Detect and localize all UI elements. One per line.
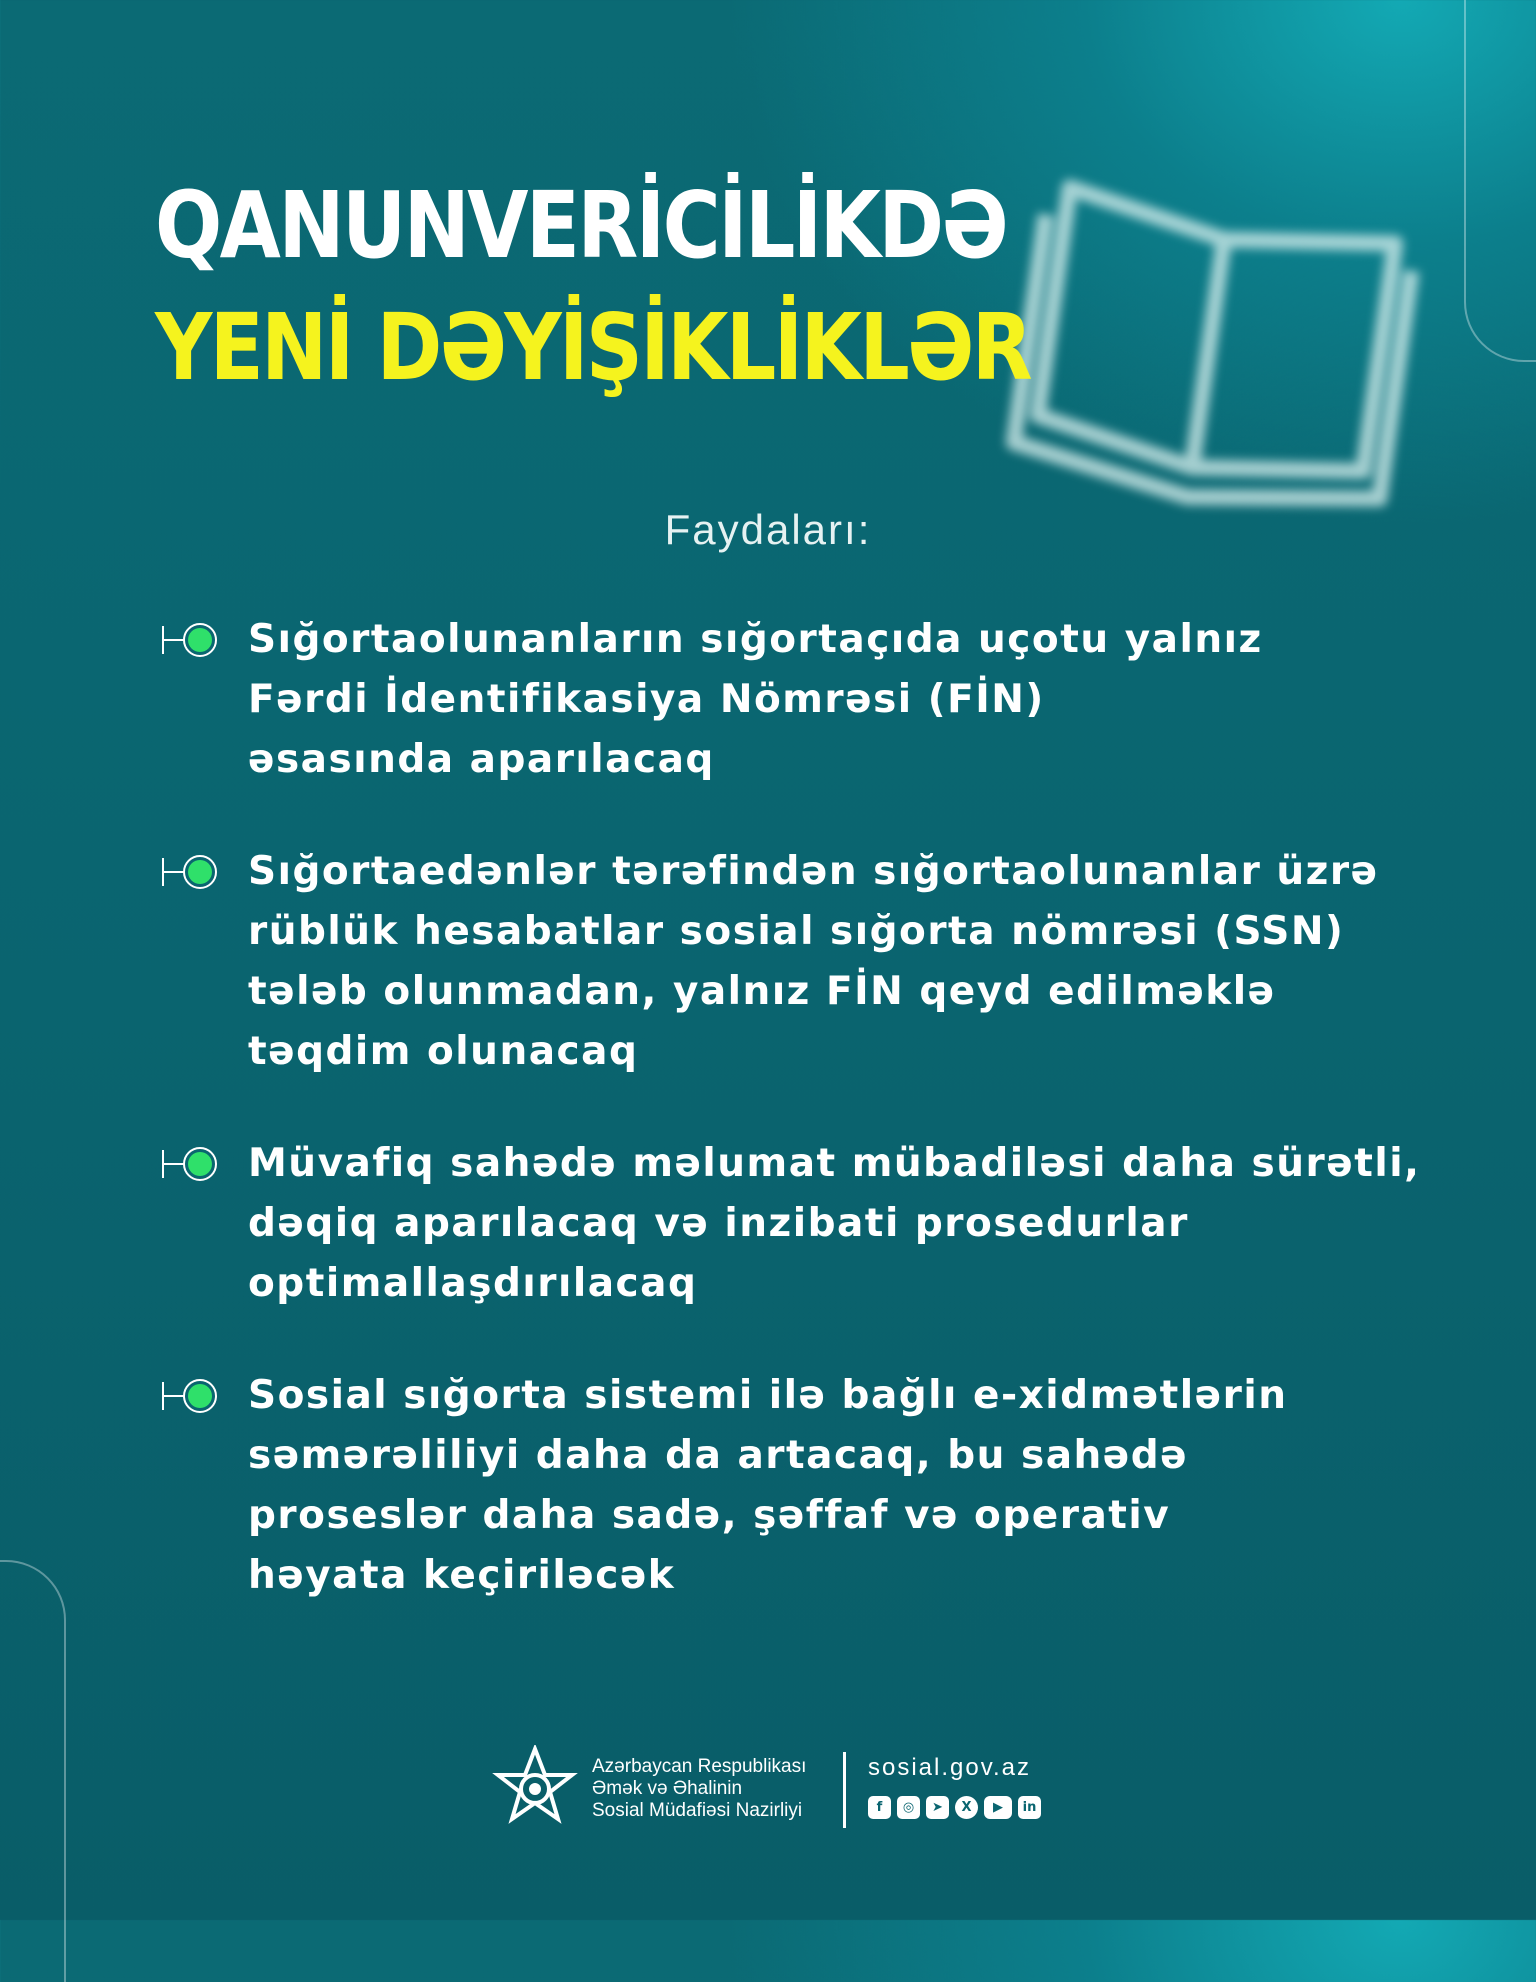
telegram-icon[interactable]: ➤ bbox=[926, 1796, 949, 1819]
benefit-text: Sosial sığorta sistemi ilə bağlı e-xidmətlərin səmərəliliyi daha da artacaq, bu sahədə proseslər daha sadə, şəffaf və operativ həyata keçiriləcək bbox=[248, 1373, 1288, 1598]
youtube-icon[interactable]: ▶ bbox=[984, 1796, 1012, 1819]
open-book-icon bbox=[988, 142, 1451, 537]
footer-divider bbox=[843, 1752, 846, 1828]
green-dot-bullet-icon bbox=[160, 1146, 222, 1182]
green-dot-bullet-icon bbox=[160, 854, 222, 890]
benefit-text: Müvafiq sahədə məlumat mübadiləsi daha sürətli, dəqiq aparılacaq və inzibati prosedurlar optimallaşdırılacaq bbox=[248, 1141, 1421, 1306]
social-links bbox=[868, 1796, 1041, 1819]
list-item bbox=[160, 1134, 1490, 1314]
ministry-emblem-icon bbox=[490, 1745, 580, 1835]
decorative-arc-bottom-left bbox=[0, 1560, 66, 1982]
list-item bbox=[160, 842, 1490, 1082]
green-dot-bullet-icon bbox=[160, 622, 222, 658]
ministry-name bbox=[592, 1756, 806, 1822]
decorative-arc-top-right bbox=[1464, 0, 1536, 362]
list-item bbox=[160, 1366, 1490, 1606]
benefit-text: Sığortaolunanların sığortaçıda uçotu yalnız Fərdi İdentifikasiya Nömrəsi (FİN) əsasında aparılacaq bbox=[248, 617, 1263, 782]
green-dot-bullet-icon bbox=[160, 1378, 222, 1414]
benefits-list bbox=[160, 610, 1490, 1658]
ministry-name-line-1: Azərbaycan Respublikası bbox=[592, 1756, 807, 1777]
website-link[interactable]: sosial.gov.az bbox=[868, 1754, 1031, 1781]
facebook-icon[interactable]: f bbox=[868, 1796, 891, 1819]
title-line-2: YENİ DƏYİŞİKLİKLƏR bbox=[155, 294, 1031, 401]
section-label: Faydaları: bbox=[664, 506, 872, 553]
benefit-text: Sığortaedənlər tərəfindən sığortaolunanlar üzrə rüblük hesabatlar sosial sığorta nömrəsi (SSN) tələb olunmadan, yalnız FİN qeyd edilməklə təqdim olunacaq bbox=[248, 849, 1379, 1074]
list-item bbox=[160, 610, 1490, 790]
x-icon[interactable]: X bbox=[955, 1796, 978, 1819]
instagram-icon[interactable]: ◎ bbox=[897, 1796, 920, 1819]
page-title bbox=[155, 165, 1030, 409]
ministry-name-line-3: Sosial Müdafiəsi Nazirliyi bbox=[592, 1800, 803, 1821]
linkedin-icon[interactable]: in bbox=[1018, 1796, 1041, 1819]
title-line-1: QANUNVERİCİLİKDƏ bbox=[155, 172, 1007, 279]
footer bbox=[490, 1740, 1050, 1840]
ministry-name-line-2: Əmək və Əhalinin bbox=[592, 1778, 743, 1799]
